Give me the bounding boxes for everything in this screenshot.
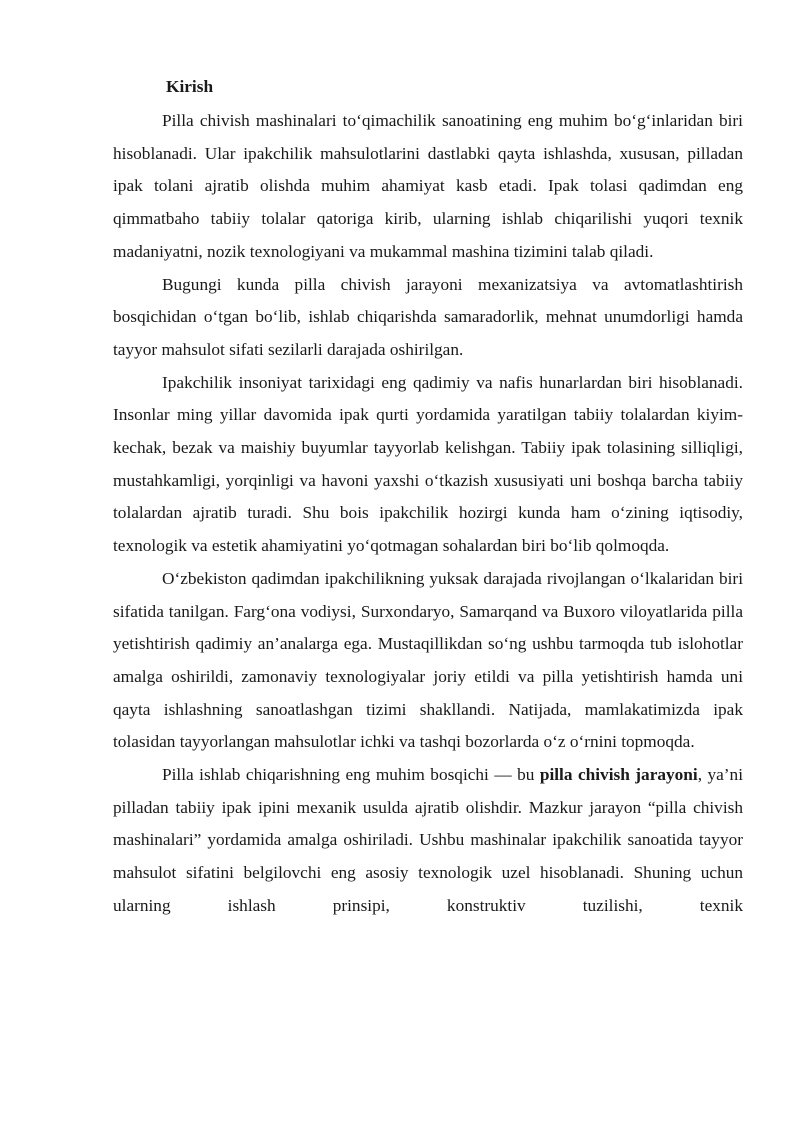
paragraph-5-emphasis: pilla chivish jarayoni [539,765,698,785]
section-heading: Kirish [166,77,214,96]
paragraph-3: Ipakchilik insoniyat tarixidagi eng qadimiy va nafis hunarlardan biri hisoblanadi. Insonlar ming yillar davomida ipak qurti yordamida yaratilgan tabiiy tolalardan kiyim-kechak, bezak va maishiy buyumlar tayyorlab kelishgan. Tabiiy ipak tolasining silliqligi, mustahkamligi, yorqinligi va havoni yaxshi o‘tkazish xususiyati uni boshqa barcha tabiiy tolalardan ajratib turadi. Shu bois ipakchilik hozirgi kunda ham o‘zining iqtisodiy, texnologik va estetik ahamiyatini yo‘qotmagan sohalardan biri bo‘lib qolmoqda. [113,372,743,556]
paragraph-2: Bugungi kunda pilla chivish jarayoni mexanizatsiya va avtomatlashtirish bosqichidan o‘tgan bo‘lib, ishlab chiqarishda samaradorlik, mehnat unumdorligi hamda tayyor mahsulot sifati sezilarli darajada oshirilgan. [113,274,743,359]
paragraph-1: Pilla chivish mashinalari to‘qimachilik sanoatining eng muhim bo‘g‘inlaridan biri hisoblanadi. Ular ipakchilik mahsulotlarini dastlabki qayta ishlashda, xususan, pilladan ipak tolani ajratib olishda muhim ahamiyat kasb etadi. Ipak tolasi qadimdan eng qimmatbaho tabiiy tolalar qatoriga kirib, ularning ishlab chiqarilishi yuqori texnik madaniyatni, nozik texnologiyani va mukammal mashina tizimini talab qiladi. [113,111,743,261]
paragraph-5 [113,759,743,923]
document-body [113,105,743,923]
paragraph-5-rest: , ya’ni pilladan tabiiy ipak ipini mexanik usulda ajratib olishdir. Mazkur jarayon “pilla chivish mashinalari” yordamida amalga oshiriladi. Ushbu mashinalar ipakchilik sanoatida tayyor mahsulot sifatini belgilovchi eng asosiy texnologik uzel hisoblanadi. Shuning uchun ularning ishlash prinsipi, konstruktiv tuzilishi, texnik [113,765,744,915]
paragraph-5-intro: Pilla ishlab chiqarishning eng muhim bosqichi — bu [162,765,540,785]
paragraph-4: O‘zbekiston qadimdan ipakchilikning yuksak darajada rivojlangan o‘lkalaridan biri sifatida tanilgan. Farg‘ona vodiysi, Surxondaryo, Samarqand va Buxoro viloyatlarida pilla yetishtirish qadimiy an’analarga ega. Mustaqillikdan so‘ng ushbu tarmoqda tub islohotlar amalga oshirildi, zamonaviy texnologiyalar joriy etildi va pilla yetishtirish hamda uni qayta ishlashning sanoatlashgan tizimi shakllandi. Natijada, mamlakatimizda ipak tolasidan tayyorlangan mahsulotlar ichki va tashqi bozorlarda o‘z o‘rnini topmoqda. [113,568,743,752]
